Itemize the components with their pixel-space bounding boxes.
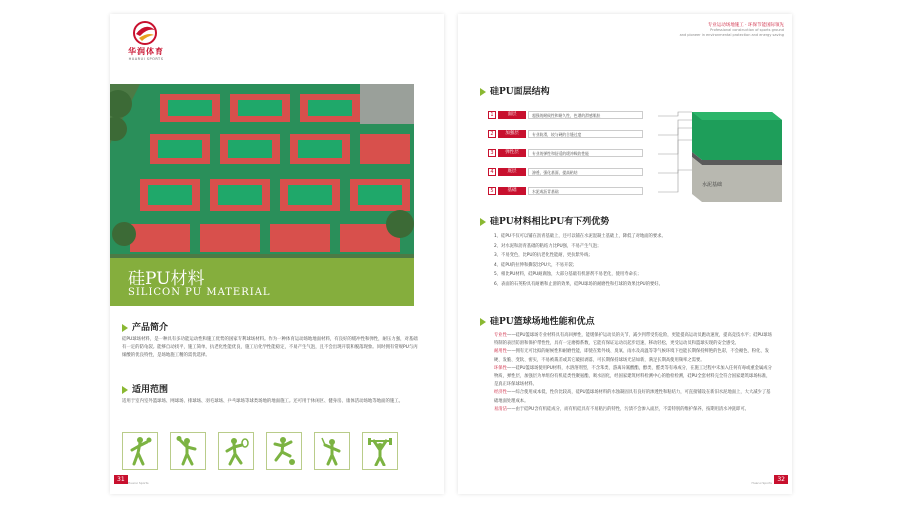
section-arrow-icon [122, 386, 128, 394]
layer-description: 专业的弹性和舒适的缓冲吸收性能 [528, 149, 643, 157]
scope-text: 适用于室内室外篮球场、网球场、排球场、羽毛球场、乒乓球场等球类场地的地面施工。还可用于休闲区、健身房、康体活动场地等地面的施工。 [122, 399, 404, 404]
list-item: 经济性——综合使用成本低，性价比较高，硅PU篮球场材料的水蚀凝固具有良好的渗透性和粘结力，可直接铺设在新旧水泥地面上，大大减少了基础地面处理成本。 [494, 390, 771, 404]
volleyball-player-icon [170, 432, 206, 470]
header-slogan [680, 22, 784, 38]
list-item: 6、表面的石英粉具有耐磨和止滑的效果，硅PU球场的耐磨性和打球的效果比PU的要好。 [494, 281, 663, 287]
slogan-en-line-2: and pioneer in environmental protection and energy saving [679, 33, 784, 37]
right-page [458, 14, 792, 494]
list-item: 3、不易变色，比PU的抗老化性能耐，更抗紫外线； [494, 253, 593, 258]
layer-description: 水泥或沥青基础 [528, 187, 643, 195]
logo-mark-icon [130, 20, 160, 46]
performance-list [494, 332, 774, 414]
layer-row [488, 144, 643, 162]
badminton-player-icon [314, 432, 350, 470]
page-number-right: 32 [774, 475, 788, 484]
hero-title-en: SILICON PU MATERIAL [128, 287, 271, 298]
layer-tag: 加强层 [498, 130, 526, 138]
list-item: 易清洁——由于硅PU含有机硅成分，而有机硅具有不易粘污的特性，污渍不会渗入面层，不需特别的维护保养，按期用清水冲洗即可。 [494, 406, 749, 412]
layer-number: 1 [488, 111, 496, 119]
list-item: 专业性——硅PU篮球场专业材料具有高回弹性，能缓保护运动员的关节，减少到带受伤危险，更能提高运动员跑动速度，提高竞技水平；硅PU球场特制的表层防滑和保护带性性，具有一定磨擦系数，它能有保证运动员起步迅速，移动轻松，更受运动员和篮球实现的安全感受。 [494, 333, 772, 347]
intro-text: 硅PU球场材料，是一种具有多功能运动性和施工优势的国家专利球场材料。作为一种体育运动场地地面材料，有良好的缓冲性和弹性，耐压力强，对基础有一定的防龟裂。能够自动找平，施工简单，抗老化性能优良，施工后化学性能稳定，不易产生气泡，且不会出现开裂和脱落现象。同时拥有常规PU与丙烯酸的优良特性，是场地施工精的需优选择。 [122, 337, 418, 358]
list-item: 5、相比PU材料，硅PU耐腐蚀，大部分基础有机溶剂不易老化，使用寿命长； [494, 272, 642, 277]
layer-cross-section-diagram [658, 110, 782, 206]
layer-row [488, 106, 643, 124]
layer-number: 4 [488, 168, 496, 176]
section-arrow-icon [480, 318, 486, 326]
tennis-player-icon [218, 432, 254, 470]
soccer-player-icon [266, 432, 302, 470]
logo-name-cn: 华润体育 [128, 47, 164, 56]
list-item: 1、硅PU不仅可以铺在沥青基础上，还可以铺在水泥混凝土基础上，降低了对地面的要求。 [494, 234, 666, 239]
list-item: 4、硅PU的拉伸和撕裂比PU大，不易开裂； [494, 262, 577, 268]
layer-tag: 底层 [498, 168, 526, 176]
layer-row [488, 125, 643, 143]
section-arrow-icon [480, 218, 486, 226]
layer-row [488, 182, 643, 200]
layer-list [488, 106, 643, 201]
performance-heading: 硅PU篮球场地性能和优点 [480, 314, 595, 327]
hero-aerial-photo [110, 84, 414, 306]
intro-heading: 产品简介 [122, 320, 168, 333]
layer-tag: 面层 [498, 111, 526, 119]
left-page [110, 14, 444, 494]
company-logo[interactable] [116, 20, 176, 70]
base-layer-label: 水泥基础 [702, 182, 723, 188]
list-item: 2、对水泥和沥青基础的粘结力比PU强，不易产生气泡； [494, 243, 602, 249]
logo-name-en: HUARUI SPORTS [128, 57, 164, 61]
page-number-left: 31 [114, 475, 128, 484]
layer-number: 5 [488, 187, 496, 195]
section-arrow-icon [480, 88, 486, 96]
page-footer-left: Huarui Sports [128, 481, 149, 485]
layer-description: 专业防滑，较与硬的合缝过度 [528, 130, 643, 138]
list-item: 环保性——硅PU篮球场使用PU材料，水溶溶剂型，不含苯类、游离异氰酸酯，醇类、醛类等有毒成分，在施工过程中未加入任何有毒或重金属成分物质，弹性层，加强层为单组份有机硅类性聚氨酯，吸水固化，经国家建筑材料检测中心的胎检检测，硅PU全套材料完全符合国家建筑球场标准，是真正环保球场材料。 [494, 365, 772, 388]
scope-heading: 适用范围 [122, 382, 168, 395]
basketball-player-icon [122, 432, 158, 470]
layer-row [488, 163, 643, 181]
section-arrow-icon [122, 324, 128, 332]
advantages-heading: 硅PU材料相比PU有下列优势 [480, 214, 609, 227]
structure-heading: 硅PU面层结构 [480, 84, 550, 97]
advantages-list [494, 232, 764, 289]
page-footer-right: Huarui Sports [751, 481, 772, 485]
layer-number: 3 [488, 149, 496, 157]
sports-icon-row [122, 432, 398, 470]
layer-description: 渗透，强化基面，提高粘结 [528, 168, 643, 176]
layer-number: 2 [488, 130, 496, 138]
layer-description: 超强的耐候性和耐久性，色谱的滑感肌肤 [528, 111, 643, 119]
weightlifter-icon [362, 432, 398, 470]
slogan-cn: 专业运动场地施工 · 环保节能国际领先 [707, 23, 784, 28]
slogan-en-line-1: Professional construction of sports ground [710, 28, 784, 32]
layer-tag: 基础 [498, 187, 526, 195]
hero-title-cn: 硅PU材料 [128, 269, 205, 289]
layer-tag: 弹性层 [498, 149, 526, 157]
list-item: 耐用性——拥有无可比拟的耐候性和耐磨性能，即使在紫外线、臭氧、雨水及高温等等气候环境下也能长期保持鲜艳的色彩，不会褪色、粉化、发硬、发脆、变软、密实，不易被裁差或其它破损剥落，可长期保持球场光洁如新，满足长期高使用频率之需要。 [494, 349, 769, 363]
